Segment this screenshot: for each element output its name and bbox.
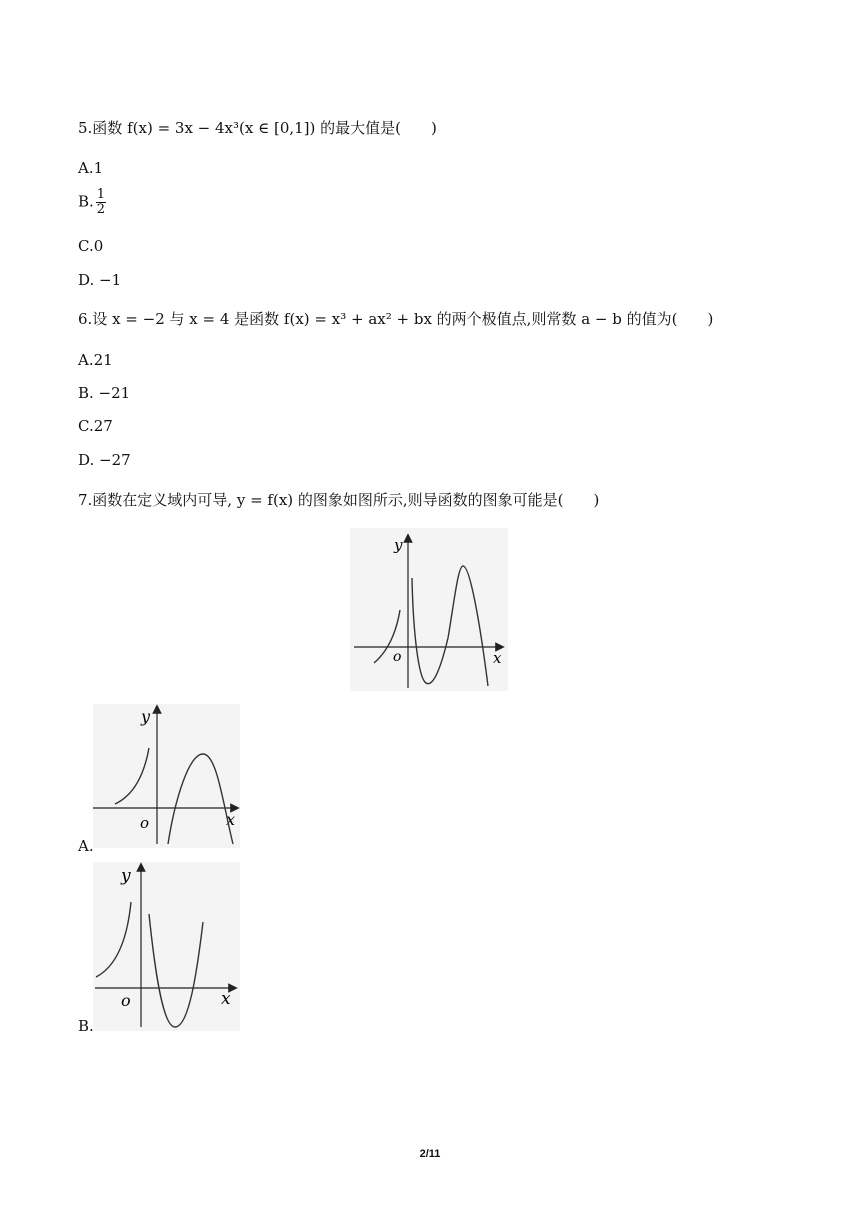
q7-function-graph (350, 528, 508, 691)
q7-option-b-label: B. (78, 1017, 94, 1035)
y-axis-label: y (141, 707, 151, 726)
q7-stem: 7.函数在定义域内可导, y = f(x) 的图象如图所示,则导函数的图象可能是( ) (78, 491, 600, 509)
curve-left-branch (96, 902, 131, 977)
curve-left-branch (115, 748, 149, 804)
q7-option-a-label: A. (78, 837, 94, 855)
fraction-denominator: 2 (96, 202, 106, 217)
curve-right-branch (168, 754, 236, 844)
q6-option-b: B. −21 (78, 384, 131, 402)
q5-option-b-fraction (96, 188, 106, 217)
y-axis-label: y (121, 866, 131, 886)
q5-option-a: A.1 (78, 159, 104, 177)
curve-right-branch (412, 566, 488, 686)
fraction-numerator: 1 (96, 187, 106, 202)
x-axis-label: x (493, 649, 502, 667)
q6-option-a: A.21 (78, 351, 113, 369)
origin-label: o (140, 814, 150, 832)
q6-option-c: C.27 (78, 417, 113, 435)
q7-option-b-graph (93, 862, 240, 1031)
curve-right-branch (149, 914, 203, 1027)
origin-label: o (393, 649, 402, 665)
q6-stem: 6.设 x = −2 与 x = 4 是函数 f(x) = x³ + ax² + bx 的两个极值点,则常数 a − b 的值为( ) (78, 310, 714, 328)
origin-label: o (121, 991, 131, 1010)
y-axis-label: y (394, 536, 403, 554)
q5-option-d: D. −1 (78, 271, 122, 289)
q5-stem: 5.函数 f(x) = 3x − 4x³(x ∈ [0,1]) 的最大值是( ) (78, 119, 437, 137)
q5-option-b (78, 188, 106, 217)
q5-option-c: C.0 (78, 237, 104, 255)
page-number: 2/11 (419, 1148, 441, 1160)
q7-option-a-graph (93, 704, 240, 848)
x-axis-label: x (221, 989, 231, 1009)
q5-option-b-label: B. (78, 192, 94, 211)
q6-option-d: D. −27 (78, 451, 131, 469)
x-axis-label: x (226, 810, 236, 829)
